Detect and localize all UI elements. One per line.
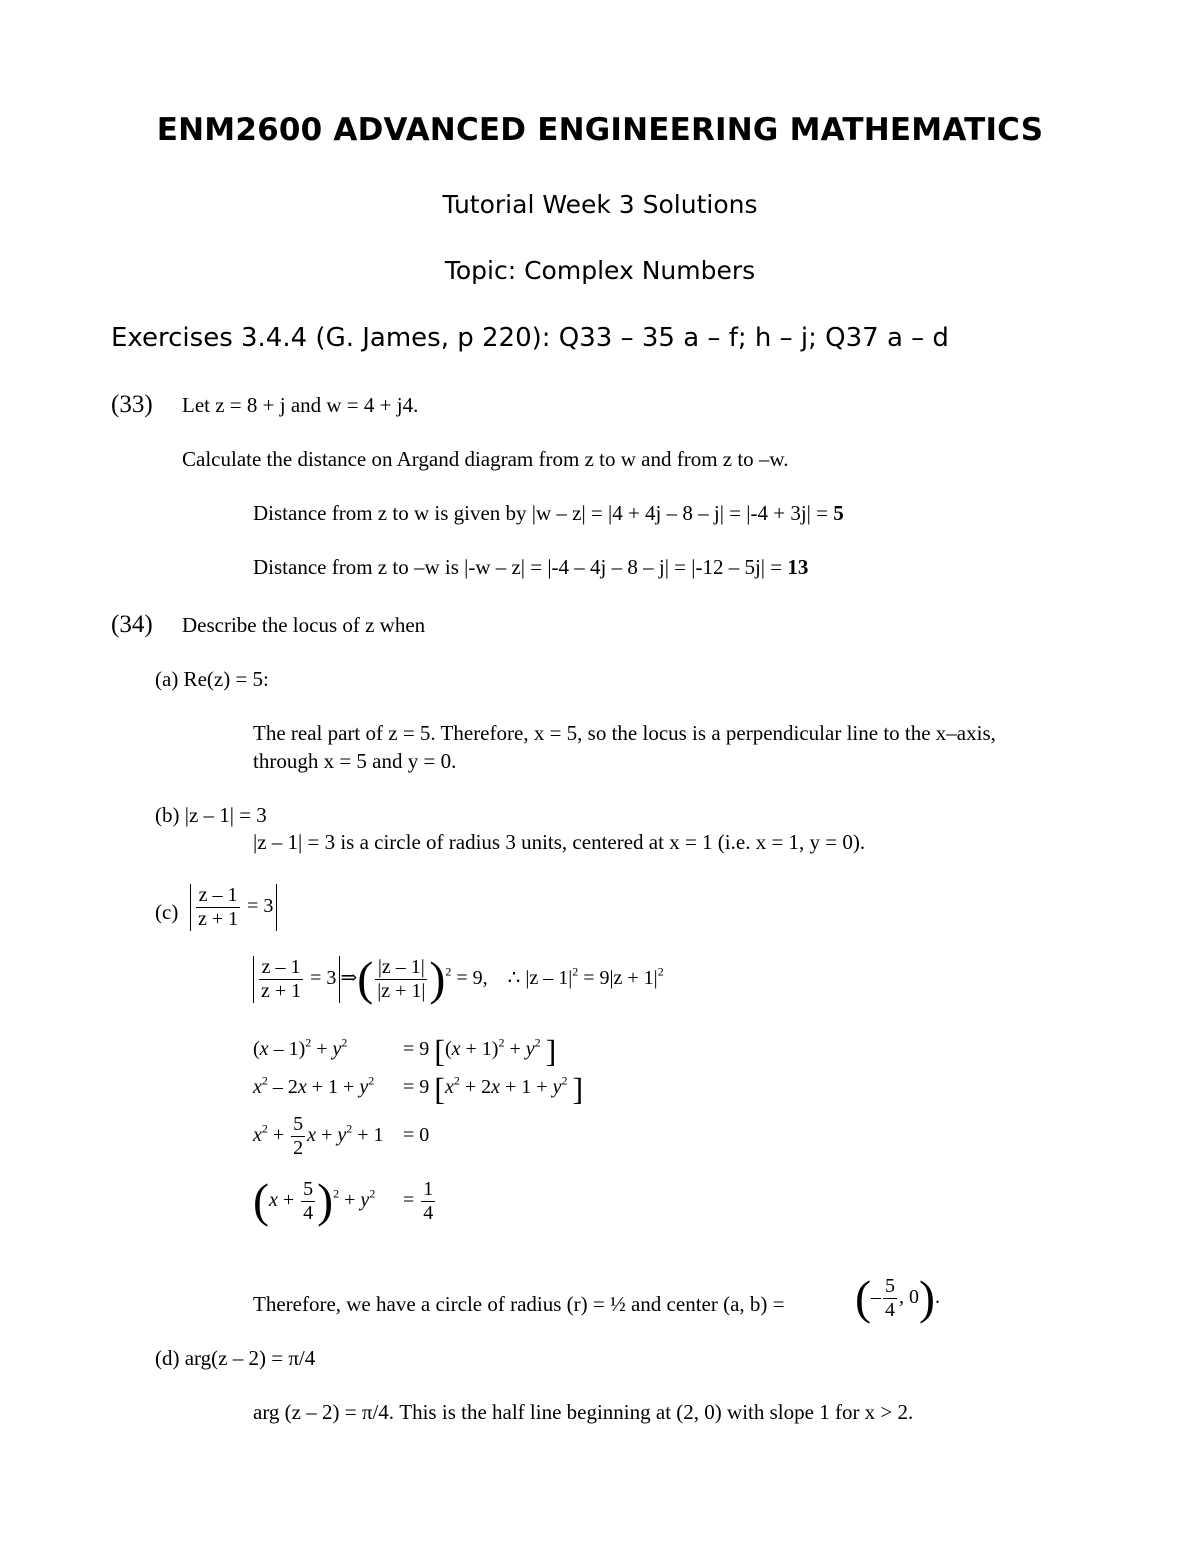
part-c-equation: $\frac{z - 1}{z + 1}$ = 3 [190, 884, 277, 931]
part-c-conclusion: Therefore, we have a circle of radius (r) = ½ and center (a, b) = [253, 1292, 785, 1316]
part-a-answer-line-1: The real part of z = 5. Therefore, x = 5, so the locus is a perpendicular line to the x–axis, [253, 721, 996, 745]
step-4-equation: $x^2$ + $\frac{5}{2}$ $x + y^2 + 1 = 0$ [253, 1113, 430, 1159]
page-subtitle: Tutorial Week 3 Solutions [442, 190, 758, 219]
part-d-label: (d) arg(z – 2) = π/4 [155, 1346, 316, 1370]
line-2-result: 13 [787, 555, 809, 579]
step-5-equation: (x + $\frac{5}{4}$ )$^2 + y^2$ = $\frac{1}{4}$ [253, 1174, 434, 1228]
step-3-equation: $x^2 - 2x + 1 + y^2 = 9$ [$x^2 + 2x + 1 + y^2$ ] [253, 1070, 584, 1107]
part-a-answer-line-2: through x = 5 and y = 0. [253, 749, 457, 773]
question-33-line-1 [253, 501, 844, 526]
step-2-equation: $(x - 1)^2 + y^2 = 9$ [$(x + 1)^2 + y^2$ ] [253, 1032, 557, 1069]
part-c-label: (c) [155, 900, 179, 924]
page-title: ENM2600 ADVANCED ENGINEERING MATHEMATICS [156, 112, 1044, 148]
line-1-result: 5 [833, 501, 844, 525]
question-34-intro: Describe the locus of z when [182, 613, 426, 637]
question-33-task: Calculate the distance on Argand diagram from z to w and from z to –w. [182, 447, 789, 471]
center-point: (– $\frac{5}{4}$ , 0). [855, 1271, 940, 1325]
part-a-label: (a) Re(z) = 5: [155, 667, 269, 691]
question-34-number: (34) [111, 611, 153, 638]
line-1-text: Distance from z to w is given by |w – z| = |4 + 4j – 8 – j| = |-4 + 3j| = [253, 501, 834, 525]
part-b-answer: |z – 1| = 3 is a circle of radius 3 units, centered at x = 1 (i.e. x = 1, y = 0). [253, 830, 866, 854]
question-33-intro: Let z = 8 + j and w = 4 + j4. [182, 393, 419, 417]
part-b-label: (b) |z – 1| = 3 [155, 803, 267, 827]
part-d-answer: arg (z – 2) = π/4. This is the half line beginning at (2, 0) with slope 1 for x > 2. [253, 1400, 914, 1424]
question-33-number: (33) [111, 391, 153, 418]
step-1-equation: $\frac{z - 1}{z + 1}$ = 3 ⇒( $\frac{|z - 1|}{|z + 1|}$ )$^2$ = 9, ∴ $|z - 1|^2 = 9|z + 1|^2$ [253, 956, 664, 1003]
line-2-text: Distance from z to –w is |-w – z| = |-4 – 4j – 8 – j| = |-12 – 5j| = [253, 555, 788, 579]
question-33-line-2 [253, 555, 808, 580]
topic-heading: Topic: Complex Numbers [444, 256, 756, 285]
exercises-heading: Exercises 3.4.4 (G. James, p 220): Q33 – 35 a – f; h – j; Q37 a – d [111, 323, 949, 353]
